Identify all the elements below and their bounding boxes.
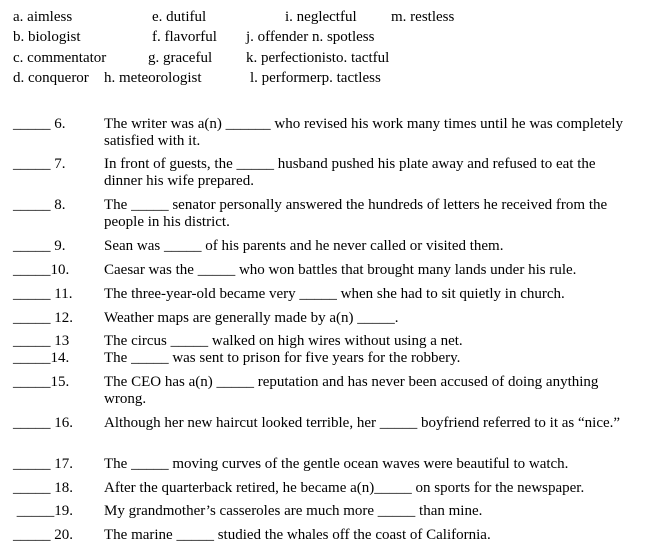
- answer-blank-number: _____ 20.: [13, 527, 73, 543]
- word-option-l: l. performerp. tactless: [250, 70, 381, 86]
- question-text: Weather maps are generally made by a(n) _____.: [104, 310, 399, 326]
- word-option-j: j. offender n. spotless: [246, 29, 375, 45]
- word-option-h: h. meteorologist: [104, 70, 202, 86]
- answer-blank-number: _____ 13: [13, 333, 70, 349]
- question-text: The CEO has a(n) _____ reputation and has never been accused of doing anything wrong.: [104, 374, 599, 407]
- word-option-b: b. biologist: [13, 29, 81, 45]
- question-text: After the quarterback retired, he became a(n)_____ on sports for the newspaper.: [104, 480, 585, 496]
- answer-blank-number: _____ 9.: [13, 238, 66, 254]
- question-text: The circus _____ walked on high wires without using a net.: [104, 333, 463, 349]
- answer-blank-number: _____ 6.: [13, 116, 66, 132]
- question-text: In front of guests, the _____ husband pushed his plate away and refused to eat the dinner his wife prepared.: [104, 156, 596, 189]
- word-option-m: m. restless: [391, 9, 455, 25]
- question-text: The marine _____ studied the whales off the coast of California.: [104, 527, 491, 543]
- answer-blank-number: _____ 11.: [13, 286, 73, 302]
- question-text: Caesar was the _____ who won battles that brought many lands under his rule.: [104, 262, 577, 278]
- question-text: The _____ senator personally answered the hundreds of letters he received from the people in his district.: [104, 197, 608, 230]
- answer-blank-number: _____10.: [13, 262, 70, 278]
- word-option-g: g. graceful: [148, 50, 213, 66]
- question-text: The writer was a(n) ______ who revised his work many times until he was completely satisfied with it.: [104, 116, 624, 149]
- question-text: The three-year-old became very _____ when she had to sit quietly in church.: [104, 286, 565, 302]
- word-option-f: f. flavorful: [152, 29, 217, 45]
- word-option-e: e. dutiful: [152, 9, 207, 25]
- answer-blank-number: _____ 18.: [13, 480, 73, 496]
- word-option-k: k. perfectionisto. tactful: [246, 50, 390, 66]
- answer-blank-number: _____ 7.: [13, 156, 66, 172]
- word-option-i: i. neglectful: [285, 9, 357, 25]
- question-text: Sean was _____ of his parents and he never called or visited them.: [104, 238, 504, 254]
- question-text: Although her new haircut looked terrible, her _____ boyfriend referred to it as “nice.”: [104, 415, 621, 431]
- answer-blank-number: _____19.: [13, 503, 73, 519]
- word-option-a: a. aimless: [13, 9, 73, 25]
- answer-blank-number: _____ 12.: [13, 310, 73, 326]
- answer-blank-number: _____ 17.: [13, 456, 73, 472]
- question-text: The _____ was sent to prison for five years for the robbery.: [104, 350, 461, 366]
- answer-blank-number: _____14.: [13, 350, 70, 366]
- word-option-d: d. conqueror: [13, 70, 89, 86]
- question-text: The _____ moving curves of the gentle ocean waves were beautiful to watch.: [104, 456, 569, 472]
- answer-blank-number: _____ 16.: [13, 415, 73, 431]
- word-option-c: c. commentator: [13, 50, 107, 66]
- question-text: My grandmother’s casseroles are much more _____ than mine.: [104, 503, 483, 519]
- answer-blank-number: _____ 8.: [13, 197, 66, 213]
- answer-blank-number: _____15.: [13, 374, 70, 390]
